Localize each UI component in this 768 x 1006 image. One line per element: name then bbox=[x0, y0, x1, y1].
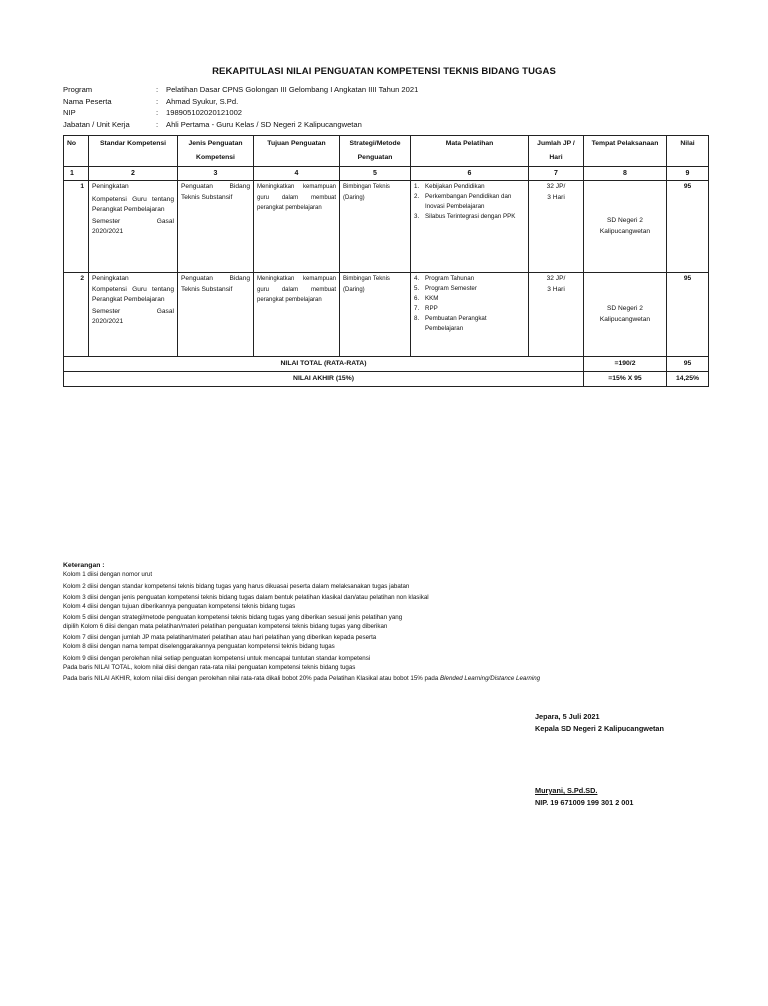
note-line: Kolom 7 diisi dengan jumlah JP mata pelatihan/materi pelatihan atau hari pelatihan yang diberikan kepada peserta bbox=[63, 634, 377, 642]
semester-line bbox=[92, 217, 174, 228]
list-item bbox=[414, 212, 525, 222]
note-line: Kolom 5 diisi dengan strategi/metode penguatan kompetensi teknis bidang tugas yang diberikan sesuai jenis pelatihan yang bbox=[63, 614, 403, 622]
column-number: 6 bbox=[411, 167, 529, 181]
info-label: Nama Peserta bbox=[63, 96, 112, 106]
info-colon: : bbox=[156, 96, 159, 106]
tempat-line: Kalipucangwetan bbox=[599, 315, 651, 323]
total-label: NILAI TOTAL (RATA-RATA) bbox=[64, 357, 584, 372]
column-number: 4 bbox=[254, 167, 340, 181]
jp-value: 32 JP/ bbox=[546, 275, 566, 282]
jenis-penguatan-cell: Penguatan Bidang Teknis Substansif bbox=[178, 181, 254, 273]
info-value: Ahmad Syukur, S.Pd. bbox=[166, 96, 239, 106]
tempat-cell bbox=[584, 181, 667, 273]
list-item bbox=[414, 192, 525, 212]
header-cell: Nilai bbox=[667, 136, 709, 167]
column-number: 3 bbox=[178, 167, 254, 181]
note-text: Pada baris NILAI AKHIR, kolom nilai diisi dengan perolehan nilai rata-rata dikali bobot 20% pada Pelatihan Klasikal atau bobot 15% pada bbox=[63, 675, 440, 683]
mata-pelatihan-cell bbox=[411, 181, 529, 273]
semester-label: Semester bbox=[92, 307, 121, 315]
info-colon: : bbox=[156, 119, 159, 129]
list-number: 5. bbox=[414, 285, 420, 292]
jp-value: 32 JP/ bbox=[546, 183, 566, 190]
list-number: 3. bbox=[414, 213, 420, 220]
recap-table bbox=[63, 135, 709, 387]
list-item bbox=[414, 314, 525, 334]
year-line: 2020/2021 bbox=[92, 318, 124, 325]
strategi-cell: Bimbingan Teknis (Daring) bbox=[340, 273, 411, 357]
standar-line: Kompetensi Guru tentang Perangkat Pembelajaran bbox=[92, 195, 174, 213]
list-item bbox=[414, 294, 525, 304]
total-value: 95 bbox=[667, 357, 709, 372]
tujuan-penguatan-cell: Meningkatkan kemampuan guru dalam membuat perangkat pembelajaran bbox=[254, 273, 340, 357]
info-value: Ahli Pertama - Guru Kelas / SD Negeri 2 Kalipucangwetan bbox=[166, 119, 362, 129]
place-date: Jepara, 5 Juli 2021 bbox=[535, 712, 600, 721]
info-row-program bbox=[63, 84, 418, 96]
standar-line: Peningkatan bbox=[92, 275, 129, 282]
column-number: 7 bbox=[529, 167, 584, 181]
signature-block bbox=[535, 785, 633, 809]
hari-value: 3 Hari bbox=[547, 285, 565, 293]
list-number: 8. bbox=[414, 315, 420, 322]
info-label: NIP bbox=[63, 108, 76, 117]
total-row bbox=[64, 357, 709, 372]
info-colon: : bbox=[156, 85, 159, 94]
note-line-last bbox=[63, 674, 703, 683]
signature-header bbox=[535, 711, 664, 735]
list-text: Program Tahunan bbox=[425, 275, 475, 282]
signer-nip: NIP. 19 671009 199 301 2 001 bbox=[535, 798, 634, 807]
info-value: 198905102020121002 bbox=[166, 108, 243, 117]
info-row-jabatan bbox=[63, 119, 418, 131]
info-row-nip bbox=[63, 107, 418, 119]
list-text: KKM bbox=[425, 295, 439, 302]
list-number: 1. bbox=[414, 183, 420, 190]
tempat-line: SD Negeri 2 bbox=[607, 305, 643, 312]
final-score-row bbox=[64, 372, 709, 387]
list-number: 6. bbox=[414, 295, 420, 302]
note-line: Pada baris NILAI TOTAL, kolom nilai diisi dengan rata-rata nilai penguatan kompetensi teknis bidang tugas bbox=[63, 663, 356, 671]
list-text: Silabus Terintegrasi dengan PPK bbox=[425, 213, 516, 220]
list-text: Kebijakan Pendidikan bbox=[425, 183, 485, 190]
year-line: 2020/2021 bbox=[92, 228, 124, 235]
note-line: Kolom 2 diisi dengan standar kompetensi teknis bidang tugas yang harus dikuasai peserta dalam melaksanakan tugas jabatan bbox=[63, 582, 410, 590]
final-value: 14,25% bbox=[667, 372, 709, 387]
header-cell: Jumlah JP / Hari bbox=[529, 136, 584, 167]
tempat-line: SD Negeri 2 bbox=[607, 217, 643, 224]
row-number: 2 bbox=[64, 273, 89, 357]
semester-value: Gasal bbox=[156, 307, 174, 315]
list-text: Program Semester bbox=[425, 285, 477, 292]
header-cell: Tempat Pelaksanaan bbox=[584, 136, 667, 167]
participant-info bbox=[63, 84, 418, 130]
list-number: 4. bbox=[414, 275, 420, 282]
column-number: 9 bbox=[667, 167, 709, 181]
note-line: dipilih Kolom 6 diisi dengan mata pelatihan/materi pelatihan penguatan kompetensi teknis bidang tugas yang diberikan bbox=[63, 622, 388, 630]
hari-value: 3 Hari bbox=[547, 193, 565, 201]
jumlah-jp-cell bbox=[529, 181, 584, 273]
header-cell: Strategi/Metode Penguatan bbox=[340, 136, 411, 167]
mata-pelatihan-cell bbox=[411, 273, 529, 357]
standar-line: Kompetensi Guru tentang Perangkat Pembelajaran bbox=[92, 285, 174, 303]
note-line: Kolom 4 diisi dengan tujuan diberikannya penguatan kompetensi teknis bidang tugas bbox=[63, 603, 296, 611]
info-colon: : bbox=[156, 108, 159, 117]
tempat-cell bbox=[584, 273, 667, 357]
info-row-nama bbox=[63, 96, 418, 108]
header-cell: Standar Kompetensi bbox=[89, 136, 178, 167]
mata-pelatihan-list bbox=[414, 274, 525, 334]
semester-line bbox=[92, 307, 174, 318]
standar-kompetensi-cell bbox=[89, 273, 178, 357]
notes-section bbox=[63, 561, 703, 684]
semester-value: Gasal bbox=[156, 217, 174, 225]
signer-position: Kepala SD Negeri 2 Kalipucangwetan bbox=[535, 724, 664, 733]
jenis-penguatan-cell: Penguatan Bidang Teknis Substansif bbox=[178, 273, 254, 357]
column-number: 2 bbox=[89, 167, 178, 181]
header-cell: Tujuan Penguatan bbox=[254, 136, 340, 167]
note-line: Kolom 8 diisi dengan nama tempat diselenggarakannya penguatan kompetensi teknis bidang tugas bbox=[63, 643, 335, 651]
list-text: Pembuatan Perangkat Pembelajaran bbox=[425, 315, 487, 332]
standar-line: Peningkatan bbox=[92, 183, 129, 190]
column-number: 1 bbox=[64, 167, 89, 181]
info-label: Program bbox=[63, 85, 93, 94]
tempat-line: Kalipucangwetan bbox=[599, 227, 651, 235]
column-number: 8 bbox=[584, 167, 667, 181]
list-text: RPP bbox=[425, 305, 438, 312]
nilai-cell: 95 bbox=[667, 181, 709, 273]
list-item bbox=[414, 284, 525, 294]
info-label: Jabatan / Unit Kerja bbox=[63, 119, 130, 129]
list-number: 7. bbox=[414, 305, 420, 312]
list-item bbox=[414, 274, 525, 284]
info-value: Pelatihan Dasar CPNS Golongan III Gelombang I Angkatan IIII Tahun 2021 bbox=[166, 85, 419, 94]
note-line: Kolom 9 diisi dengan perolehan nilai setiap penguatan kompetensi untuk mencapai tuntutan standar kompetensi bbox=[63, 654, 371, 662]
standar-kompetensi-cell bbox=[89, 181, 178, 273]
final-label: NILAI AKHIR (15%) bbox=[64, 372, 584, 387]
semester-label: Semester bbox=[92, 217, 121, 225]
list-number: 2. bbox=[414, 193, 420, 200]
table-row bbox=[64, 181, 709, 273]
jumlah-jp-cell bbox=[529, 273, 584, 357]
list-text: Perkembangan Pendidikan dan Inovasi Pembelajaran bbox=[425, 193, 512, 210]
note-line: Kolom 3 diisi dengan jenis penguatan kompetensi teknis bidang tugas dalam bentuk pelatihan klasikal dan/atau pelatihan non klasikal bbox=[63, 593, 429, 601]
table-row bbox=[64, 273, 709, 357]
notes-heading: Keterangan : bbox=[63, 562, 105, 569]
column-number: 5 bbox=[340, 167, 411, 181]
table-header-row bbox=[64, 136, 709, 167]
note-line: Kolom 1 diisi dengan nomor urut bbox=[63, 571, 153, 579]
final-formula: =15% X 95 bbox=[584, 372, 667, 387]
document-title: REKAPITULASI NILAI PENGUATAN KOMPETENSI TEKNIS BIDANG TUGAS bbox=[212, 66, 556, 77]
header-cell: No bbox=[64, 136, 89, 167]
tujuan-penguatan-cell: Meningkatkan kemampuan guru dalam membuat perangkat pembelajaran bbox=[254, 181, 340, 273]
header-cell: Jenis Penguatan Kompetensi bbox=[178, 136, 254, 167]
column-number-row bbox=[64, 167, 709, 181]
row-number: 1 bbox=[64, 181, 89, 273]
list-item bbox=[414, 304, 525, 314]
header-cell: Mata Pelatihan bbox=[411, 136, 529, 167]
strategi-cell: Bimbingan Teknis (Daring) bbox=[340, 181, 411, 273]
total-formula: =190/2 bbox=[584, 357, 667, 372]
nilai-cell: 95 bbox=[667, 273, 709, 357]
list-item bbox=[414, 182, 525, 192]
signer-name: Muryani, S.Pd.SD. bbox=[535, 786, 598, 795]
mata-pelatihan-list bbox=[414, 182, 525, 222]
note-italic: Blended Learning/Distance Learning bbox=[440, 675, 541, 683]
